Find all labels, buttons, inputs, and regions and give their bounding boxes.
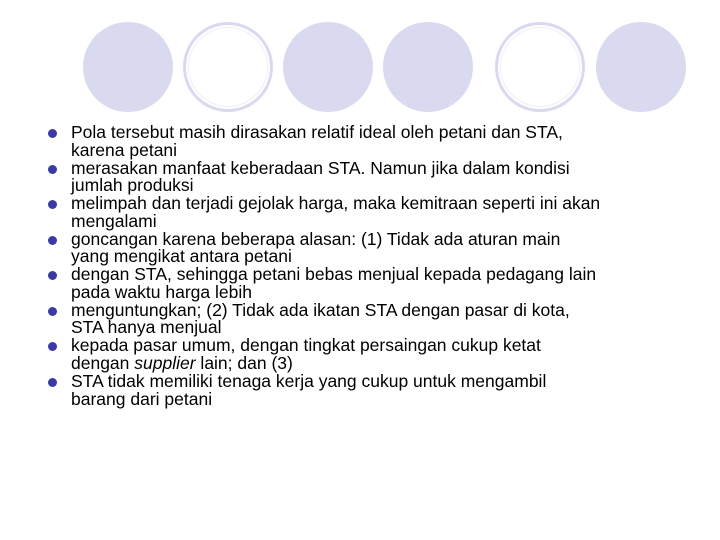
bullet-text-line: menguntungkan; (2) Tidak ada ikatan STA dengan pasar di kota,: [71, 299, 570, 320]
bullet-icon: [48, 236, 57, 245]
decor-circle-ring: [183, 22, 273, 112]
bullet-icon: [48, 200, 57, 209]
bullet-item: [48, 299, 698, 338]
decor-circle-filled: [283, 22, 373, 112]
bullet-text-line: melimpah dan terjadi gejolak harga, maka kemitraan seperti ini akan: [71, 193, 601, 214]
bullet-text-line: dengan STA, sehingga petani bebas menjual kepada pedagang lain: [71, 264, 597, 285]
bullet-item: [48, 337, 698, 372]
slide-body: [48, 124, 698, 409]
bullet-text-line: yang mengikat antara petani: [71, 246, 292, 267]
bullet-text-line: jumlah produksi: [71, 175, 194, 196]
bullet-icon: [48, 378, 57, 387]
bullet-icon: [48, 342, 57, 351]
bullet-list: [48, 124, 698, 408]
bullet-item: [48, 266, 698, 301]
bullet-text-line: kepada pasar umum, dengan tingkat persaingan cukup ketat: [71, 335, 541, 356]
bullet-icon: [48, 129, 57, 138]
decorative-circles: [0, 0, 720, 130]
bullet-icon: [48, 165, 57, 174]
bullet-item: [48, 195, 698, 230]
bullet-text-line: mengalami: [71, 210, 157, 231]
bullet-text-line: pada waktu harga lebih: [71, 281, 252, 302]
bullet-item: [48, 228, 698, 267]
bullet-text-line: merasakan manfaat keberadaan STA. Namun jika dalam kondisi: [71, 157, 570, 178]
bullet-item: [48, 373, 698, 408]
bullet-text-emphasis: supplier: [134, 353, 196, 374]
bullet-text-line: karena petani: [71, 139, 178, 160]
bullet-icon: [48, 307, 57, 316]
bullet-text-line: [71, 355, 698, 373]
bullet-text-line: goncangan karena beberapa alasan: (1) Tidak ada aturan main: [71, 228, 561, 249]
bullet-text-line: Pola tersebut masih dirasakan relatif ideal oleh petani dan STA,: [71, 122, 563, 142]
decor-circle-filled: [596, 22, 686, 112]
bullet-item: [48, 124, 698, 159]
decor-circle-ring: [495, 22, 585, 112]
bullet-text-fragment: lain; dan (3): [195, 353, 293, 374]
bullet-text-fragment: dengan: [71, 353, 135, 374]
decor-circle-filled: [83, 22, 173, 112]
bullet-item: [48, 157, 698, 196]
bullet-icon: [48, 271, 57, 280]
decor-circle-filled: [383, 22, 473, 112]
bullet-text-line: STA tidak memiliki tenaga kerja yang cukup untuk mengambil: [71, 371, 547, 392]
bullet-text-line: barang dari petani: [71, 388, 213, 409]
bullet-text-line: STA hanya menjual: [71, 317, 222, 338]
